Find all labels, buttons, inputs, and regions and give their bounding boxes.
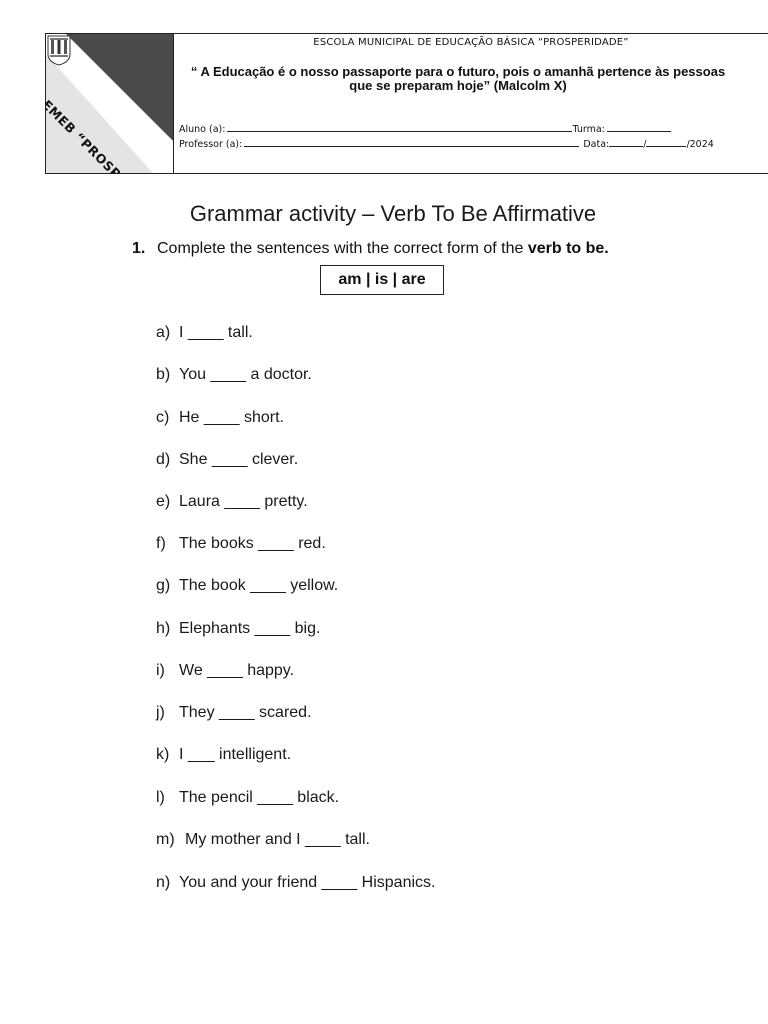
- turma-field[interactable]: [607, 122, 671, 132]
- item-letter: d): [156, 451, 171, 468]
- item-text: He ____ short.: [179, 409, 284, 426]
- exercise-item: [156, 662, 294, 680]
- exercise-item: [156, 577, 338, 595]
- exercise-item: [156, 535, 326, 553]
- exercise-item: [156, 874, 435, 892]
- school-name: ESCOLA MUNICIPAL DE EDUCAÇÃO BÁSICA “PROSPERIDADE”: [313, 37, 629, 48]
- exercise-item: [156, 409, 284, 427]
- exercise-item: [156, 831, 370, 849]
- item-letter: b): [156, 366, 171, 383]
- day-field[interactable]: [609, 137, 643, 147]
- word-box: am | is | are: [320, 265, 444, 295]
- item-letter: c): [156, 409, 170, 426]
- exercise-item: [156, 704, 312, 722]
- exercise-item: [156, 324, 253, 342]
- item-letter: k): [156, 746, 170, 763]
- item-text: My mother and I ____ tall.: [185, 831, 370, 848]
- item-letter: j): [156, 704, 165, 721]
- item-letter: a): [156, 324, 171, 341]
- instruction: [132, 240, 609, 258]
- exercise-item: [156, 366, 312, 384]
- item-text: The books ____ red.: [179, 535, 326, 552]
- item-letter: g): [156, 577, 171, 594]
- page-title: Grammar activity – Verb To Be Affirmative: [189, 201, 597, 226]
- turma-label: Turma:: [572, 124, 605, 135]
- teacher-line: [179, 137, 760, 150]
- item-text: I ___ intelligent.: [179, 746, 292, 763]
- exercise-item: [156, 620, 320, 638]
- school-logo: [46, 34, 174, 173]
- item-letter: l): [156, 789, 165, 806]
- item-text: We ____ happy.: [179, 662, 295, 679]
- item-text: She ____ clever.: [179, 451, 299, 468]
- exercise-item: [156, 789, 339, 807]
- item-text: Laura ____ pretty.: [179, 493, 308, 510]
- logo-text: EMEB: [46, 97, 80, 137]
- data-label: Data:: [583, 139, 610, 150]
- exercise-item: [156, 451, 298, 469]
- date-separator: /: [643, 139, 647, 150]
- student-line: [179, 122, 760, 135]
- question-number: 1.: [132, 240, 146, 257]
- quote-line-2: que se preparam hoje” (Malcolm X): [349, 78, 567, 93]
- exercise-item: [156, 746, 291, 764]
- item-text: Elephants ____ big.: [179, 620, 321, 637]
- professor-field[interactable]: [244, 137, 579, 147]
- quote-line-1: “ A Educação é o nosso passaporte para o futuro, pois o amanhã pertence às pessoas: [190, 64, 726, 79]
- school-emblem-icon: [46, 34, 72, 66]
- item-letter: f): [156, 535, 166, 552]
- item-text: They ____ scared.: [179, 704, 312, 721]
- item-text: The pencil ____ black.: [179, 789, 340, 806]
- item-text: You ____ a doctor.: [179, 366, 312, 383]
- exercise-item: [156, 493, 308, 511]
- item-text: The book ____ yellow.: [179, 577, 339, 594]
- date-year: /2024: [686, 139, 714, 150]
- instruction-bold: verb to be.: [527, 240, 609, 257]
- item-text: You and your friend ____ Hispanics.: [179, 874, 436, 891]
- item-letter: i): [156, 662, 165, 679]
- aluno-label: Aluno (a):: [179, 124, 226, 135]
- header-info: [174, 34, 768, 173]
- month-field[interactable]: [646, 137, 686, 147]
- quote: [188, 65, 728, 93]
- professor-label: Professor (a):: [179, 139, 243, 150]
- item-letter: n): [156, 874, 171, 891]
- item-letter: m): [156, 831, 175, 848]
- item-letter: h): [156, 620, 171, 637]
- instruction-text: Complete the sentences with the correct form of the: [157, 240, 528, 257]
- item-letter: e): [156, 493, 171, 510]
- item-text: I ____ tall.: [179, 324, 253, 341]
- school-header: [45, 33, 768, 174]
- aluno-field[interactable]: [227, 122, 572, 132]
